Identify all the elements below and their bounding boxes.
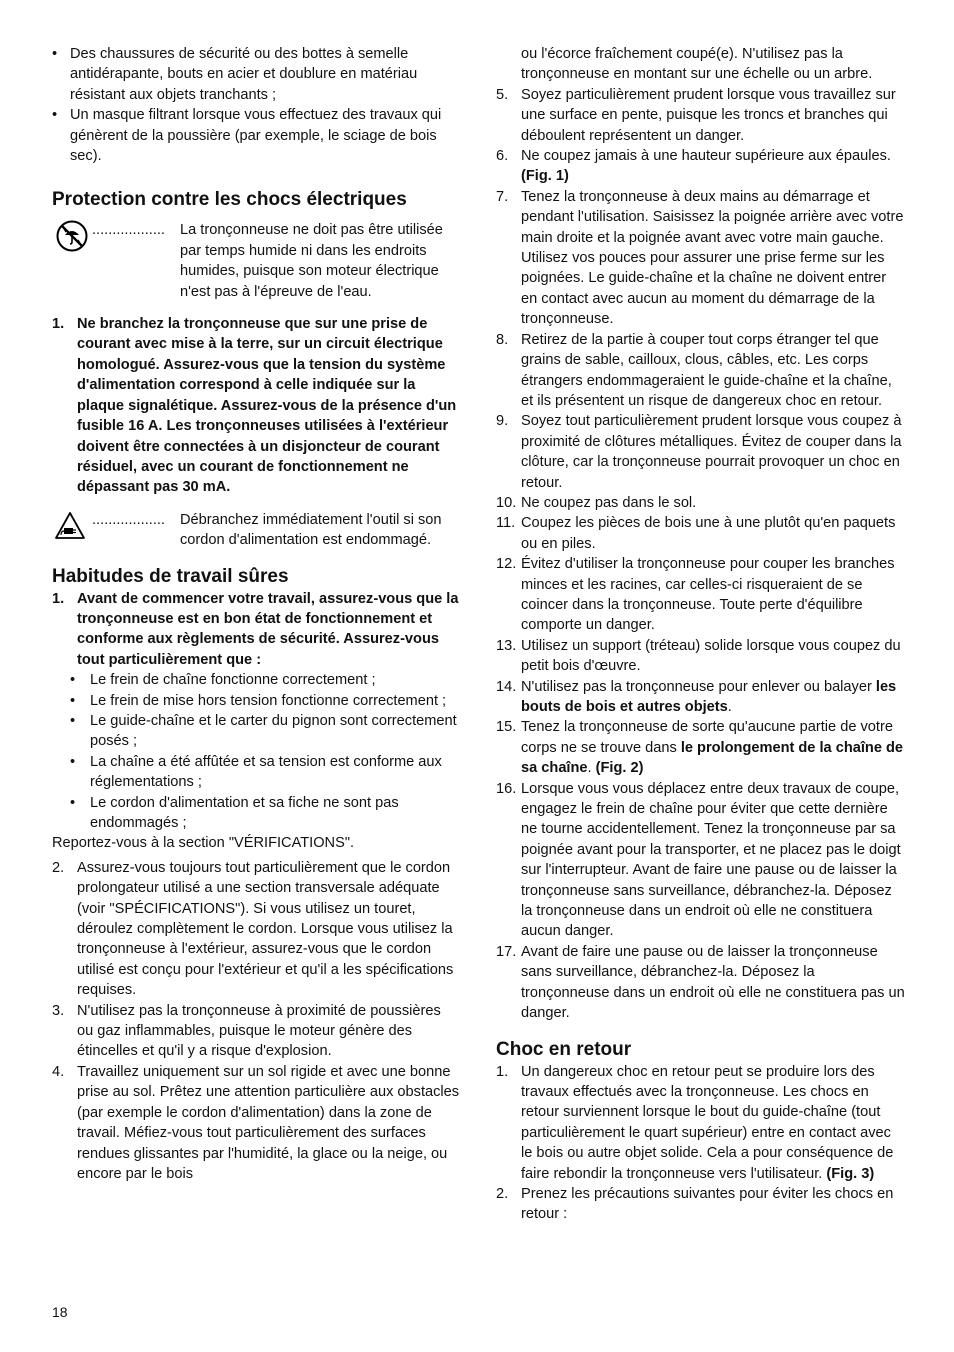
item-text: Évitez d'utiliser la tronçonneuse pour couper les branches minces et les racines, car celles-ci risqueraient de se coincer dans la tronçonneuse. Toute perte d'équilibre comporte un danger.: [521, 556, 895, 634]
item-number: 14.: [496, 678, 517, 695]
item-text: Avant de commencer votre travail, assurez-vous que la tronçonneuse est en bon état de fonctionnement et conforme aux règlements de sécurité. Assurez-vous tout particulièrement que :: [77, 590, 459, 668]
item-number: 3.: [52, 1002, 65, 1019]
item-number: 12.: [496, 556, 517, 573]
item-text: Utilisez un support (tréteau) solide lorsque vous coupez du petit bois d'œuvre.: [521, 637, 901, 675]
item-text: .: [727, 699, 732, 715]
item-number: 15.: [496, 719, 517, 736]
item-text: Soyez particulièrement prudent lorsque vous travaillez sur une surface en pente, puisque les troncs et branches qui déboulent représentent un danger.: [521, 86, 896, 144]
work-item-17: [496, 942, 906, 1024]
item-number: 17.: [496, 943, 517, 960]
list-item: • Le guide-chaîne et le carter du pignon sont correctement posés ;: [70, 711, 460, 752]
report-line: Reportez-vous à la section "VÉRIFICATIONS".: [52, 835, 355, 852]
work-item-8: [496, 330, 906, 412]
item-text: .: [587, 760, 596, 777]
icon-note-cord: [52, 510, 460, 551]
work-item-13: [496, 636, 906, 677]
habitudes-item-4: [52, 1062, 460, 1184]
list-item: • Le frein de mise hors tension fonctionne correctement ;: [70, 691, 460, 711]
work-item-16: [496, 779, 906, 942]
dot-leader: ..................: [92, 511, 165, 528]
item-text: Ne branchez la tronçonneuse que sur une prise de courant avec mise à la terre, sur un circuit électrique homologué. Assurez-vous que la tension du système d'alimentation correspond à celle indiquée sur la plaque signalétique. Assurez-vous de la présence d'un fusible 16 A. Les tronçonneuses utilisées à l'extérieur doivent être connectées à un disjoncteur de courant résiduel, avec un courant de fonctionnement ne dépassant pas 30 mA.: [77, 316, 457, 496]
item-text: Assurez-vous toujours tout particulièrement que le cordon prolongateur utilisé a une section transversale adéquate (voir "SPÉCIFICATIONS"). Si vous utilisez un touret, déroulez complètement le cordon. Lorsque vous utilisez la tronçonneuse à l'extérieur, assurez-vous que le cordon utilisé est conçu pour l'extérieur et qu'il a les spécifications requises.: [77, 859, 454, 999]
item-number: 13.: [496, 637, 517, 654]
item-text: Coupez les pièces de bois une à une plutôt qu'en paquets ou en piles.: [521, 515, 896, 552]
item-text: Tenez la tronçonneuse à deux mains au démarrage et pendant l'utilisation. Saisissez la poignée arrière avec votre main droite et la poignée avant avec votre main gauche. Utilisez vos pouces pour assurer une prise ferme sur les poignées. Le guide-chaîne et la chaîne ne doivent entrer en contact avec aucun au moment du démarrage de la tronçonneuse.: [521, 188, 904, 328]
no-rain-icon: [56, 220, 88, 252]
item-text: Prenez les précautions suivantes pour éviter les chocs en retour :: [521, 1185, 894, 1223]
work-item-5: [496, 85, 906, 146]
item-text-bold: les bouts de bois et autres objets: [521, 678, 897, 715]
safety-gear-list: [52, 44, 460, 166]
heading-habitudes: Habitudes de travail sûres: [52, 565, 289, 587]
item-number: 10.: [496, 494, 517, 511]
left-column: [52, 44, 460, 1184]
item-number: 9.: [496, 413, 509, 430]
figure-ref: (Fig. 2): [595, 760, 644, 777]
item-number: 1.: [52, 316, 65, 333]
unplug-warning-icon: [54, 510, 86, 542]
habitudes-item-3: [52, 1001, 460, 1062]
list-item: • Le frein de chaîne fonctionne correctement ;: [70, 670, 460, 690]
heading-choc: Choc en retour: [496, 1038, 632, 1060]
item-number: 16.: [496, 780, 517, 797]
item-number: 4.: [52, 1063, 65, 1080]
list-item: • Des chaussures de sécurité ou des bottes à semelle antidérapante, bouts en acier et doublure en matériau résistant aux objets tranchants ;: [52, 44, 460, 105]
right-column: [496, 44, 906, 1225]
figure-ref: (Fig. 1): [521, 168, 569, 185]
icon-note-text: La tronçonneuse ne doit pas être utilisée par temps humide ni dans les endroits humides, puisque son moteur électrique n'est pas à l'épreuve de l'eau.: [180, 222, 443, 300]
dot-leader: ..................: [92, 222, 165, 239]
habitudes-item-2: [52, 858, 460, 1001]
list-item: • Le cordon d'alimentation et sa fiche ne sont pas endommagés ;: [70, 793, 460, 834]
page-number: 18: [52, 1304, 68, 1320]
check-list: [52, 670, 460, 833]
work-item-10: [496, 493, 906, 513]
work-item-6: [496, 146, 906, 187]
work-item-11: [496, 513, 906, 554]
item-number: 6.: [496, 148, 509, 165]
continuation-text: ou l'écorce fraîchement coupé(e). N'utilisez pas la tronçonneuse en montant sur une échelle ou un arbre.: [521, 46, 873, 83]
item-number: 1.: [52, 590, 65, 607]
habitudes-item-1: [52, 589, 460, 671]
choc-item-2: [496, 1184, 906, 1225]
list-item: • La chaîne a été affûtée et sa tension est conforme aux réglementations ;: [70, 752, 460, 793]
item-number: 5.: [496, 86, 509, 103]
work-item-7: [496, 187, 906, 330]
item-text: Travaillez uniquement sur un sol rigide et avec une bonne prise au sol. Prêtez une attention particulière aux obstacles (par exemple le cordon d'alimentation) dans la zone de travail. Méfiez-vous tout particulièrement des surfaces rendues glissantes par l'humidité, la glace ou la neige, ou encore par le bois: [77, 1063, 460, 1182]
item-text: Ne coupez pas dans le sol.: [521, 494, 697, 511]
icon-note-humidity: [52, 220, 460, 302]
heading-protection: Protection contre les chocs électriques: [52, 189, 407, 211]
item-number: 2.: [52, 859, 65, 876]
item-text: Un dangereux choc en retour peut se produire lors des travaux effectués avec la tronçonneuse. Les chocs en retour surviennent lorsque le bout du guide-chaîne (tout particulièrement le quart supérieur) entre en contact avec le bois ou autre objet solide. Cela a pour conséquence de faire rebondir la tronçonneuse vers l'utilisateur.: [521, 1063, 894, 1182]
item-number: 1.: [496, 1063, 509, 1080]
protection-item-1: [52, 314, 460, 498]
item-text: Lorsque vous vous déplacez entre deux travaux de coupe, engagez le frein de chaîne pour éviter que cette dernière ne tourne accidentellement. Tenez la tronçonneuse par sa poignée avant pour la transporter, et ne placez pas le doigt sur l'interrupteur. Avant de faire une pause ou de laisser la tronçonneuse sans surveillance, débranchez-la. Déposez la tronçonneuse dans un endroit où elle ne constituera aucun danger.: [521, 780, 901, 940]
item-text: Soyez tout particulièrement prudent lorsque vous coupez à proximité de clôtures métalliques. Évitez de couper dans la clôture, car la tronçonneuse pourrait provoquer un choc en retour.: [521, 413, 902, 491]
item-number: 8.: [496, 331, 509, 348]
item-text: N'utilisez pas la tronçonneuse à proximité de poussières ou gaz inflammables, puisque le moteur génère des étincelles et qu'il y a risque d'explosion.: [77, 1002, 441, 1060]
icon-note-text: Débranchez immédiatement l'outil si son cordon d'alimentation est endommagé.: [180, 511, 442, 549]
item-text: Tenez la tronçonneuse de sorte qu'aucune partie de votre corps ne se trouve dans: [521, 719, 893, 756]
item-number: 2.: [496, 1185, 509, 1202]
work-item-15: [496, 717, 906, 778]
work-item-12: [496, 554, 906, 636]
item-text: Retirez de la partie à couper tout corps étranger tel que grains de sable, cailloux, clous, câbles, etc. Les corps étrangers endommageraient le guide-chaîne et la chaîne, et ils présentent un risque de dangereux choc en retour.: [521, 331, 892, 409]
item-text: Avant de faire une pause ou de laisser la tronçonneuse sans surveillance, débranchez-la. Déposez la tronçonneuse dans un endroit où elle ne constituera pas un danger.: [521, 943, 905, 1022]
item-text-bold: le prolongement de la chaîne de sa chaîne: [521, 739, 904, 777]
item-number: 7.: [496, 188, 509, 205]
figure-ref: (Fig. 3): [826, 1165, 875, 1182]
work-item-14: [496, 677, 906, 718]
item-text: N'utilisez pas la tronçonneuse pour enlever ou balayer: [521, 678, 872, 695]
item-text: Ne coupez jamais à une hauteur supérieure aux épaules.: [521, 148, 891, 165]
choc-item-1: [496, 1062, 906, 1184]
list-item: • Un masque filtrant lorsque vous effectuez des travaux qui génèrent de la poussière (par exemple, le sciage de bois sec).: [52, 105, 460, 166]
work-item-9: [496, 411, 906, 493]
item-number: 11.: [496, 515, 516, 532]
